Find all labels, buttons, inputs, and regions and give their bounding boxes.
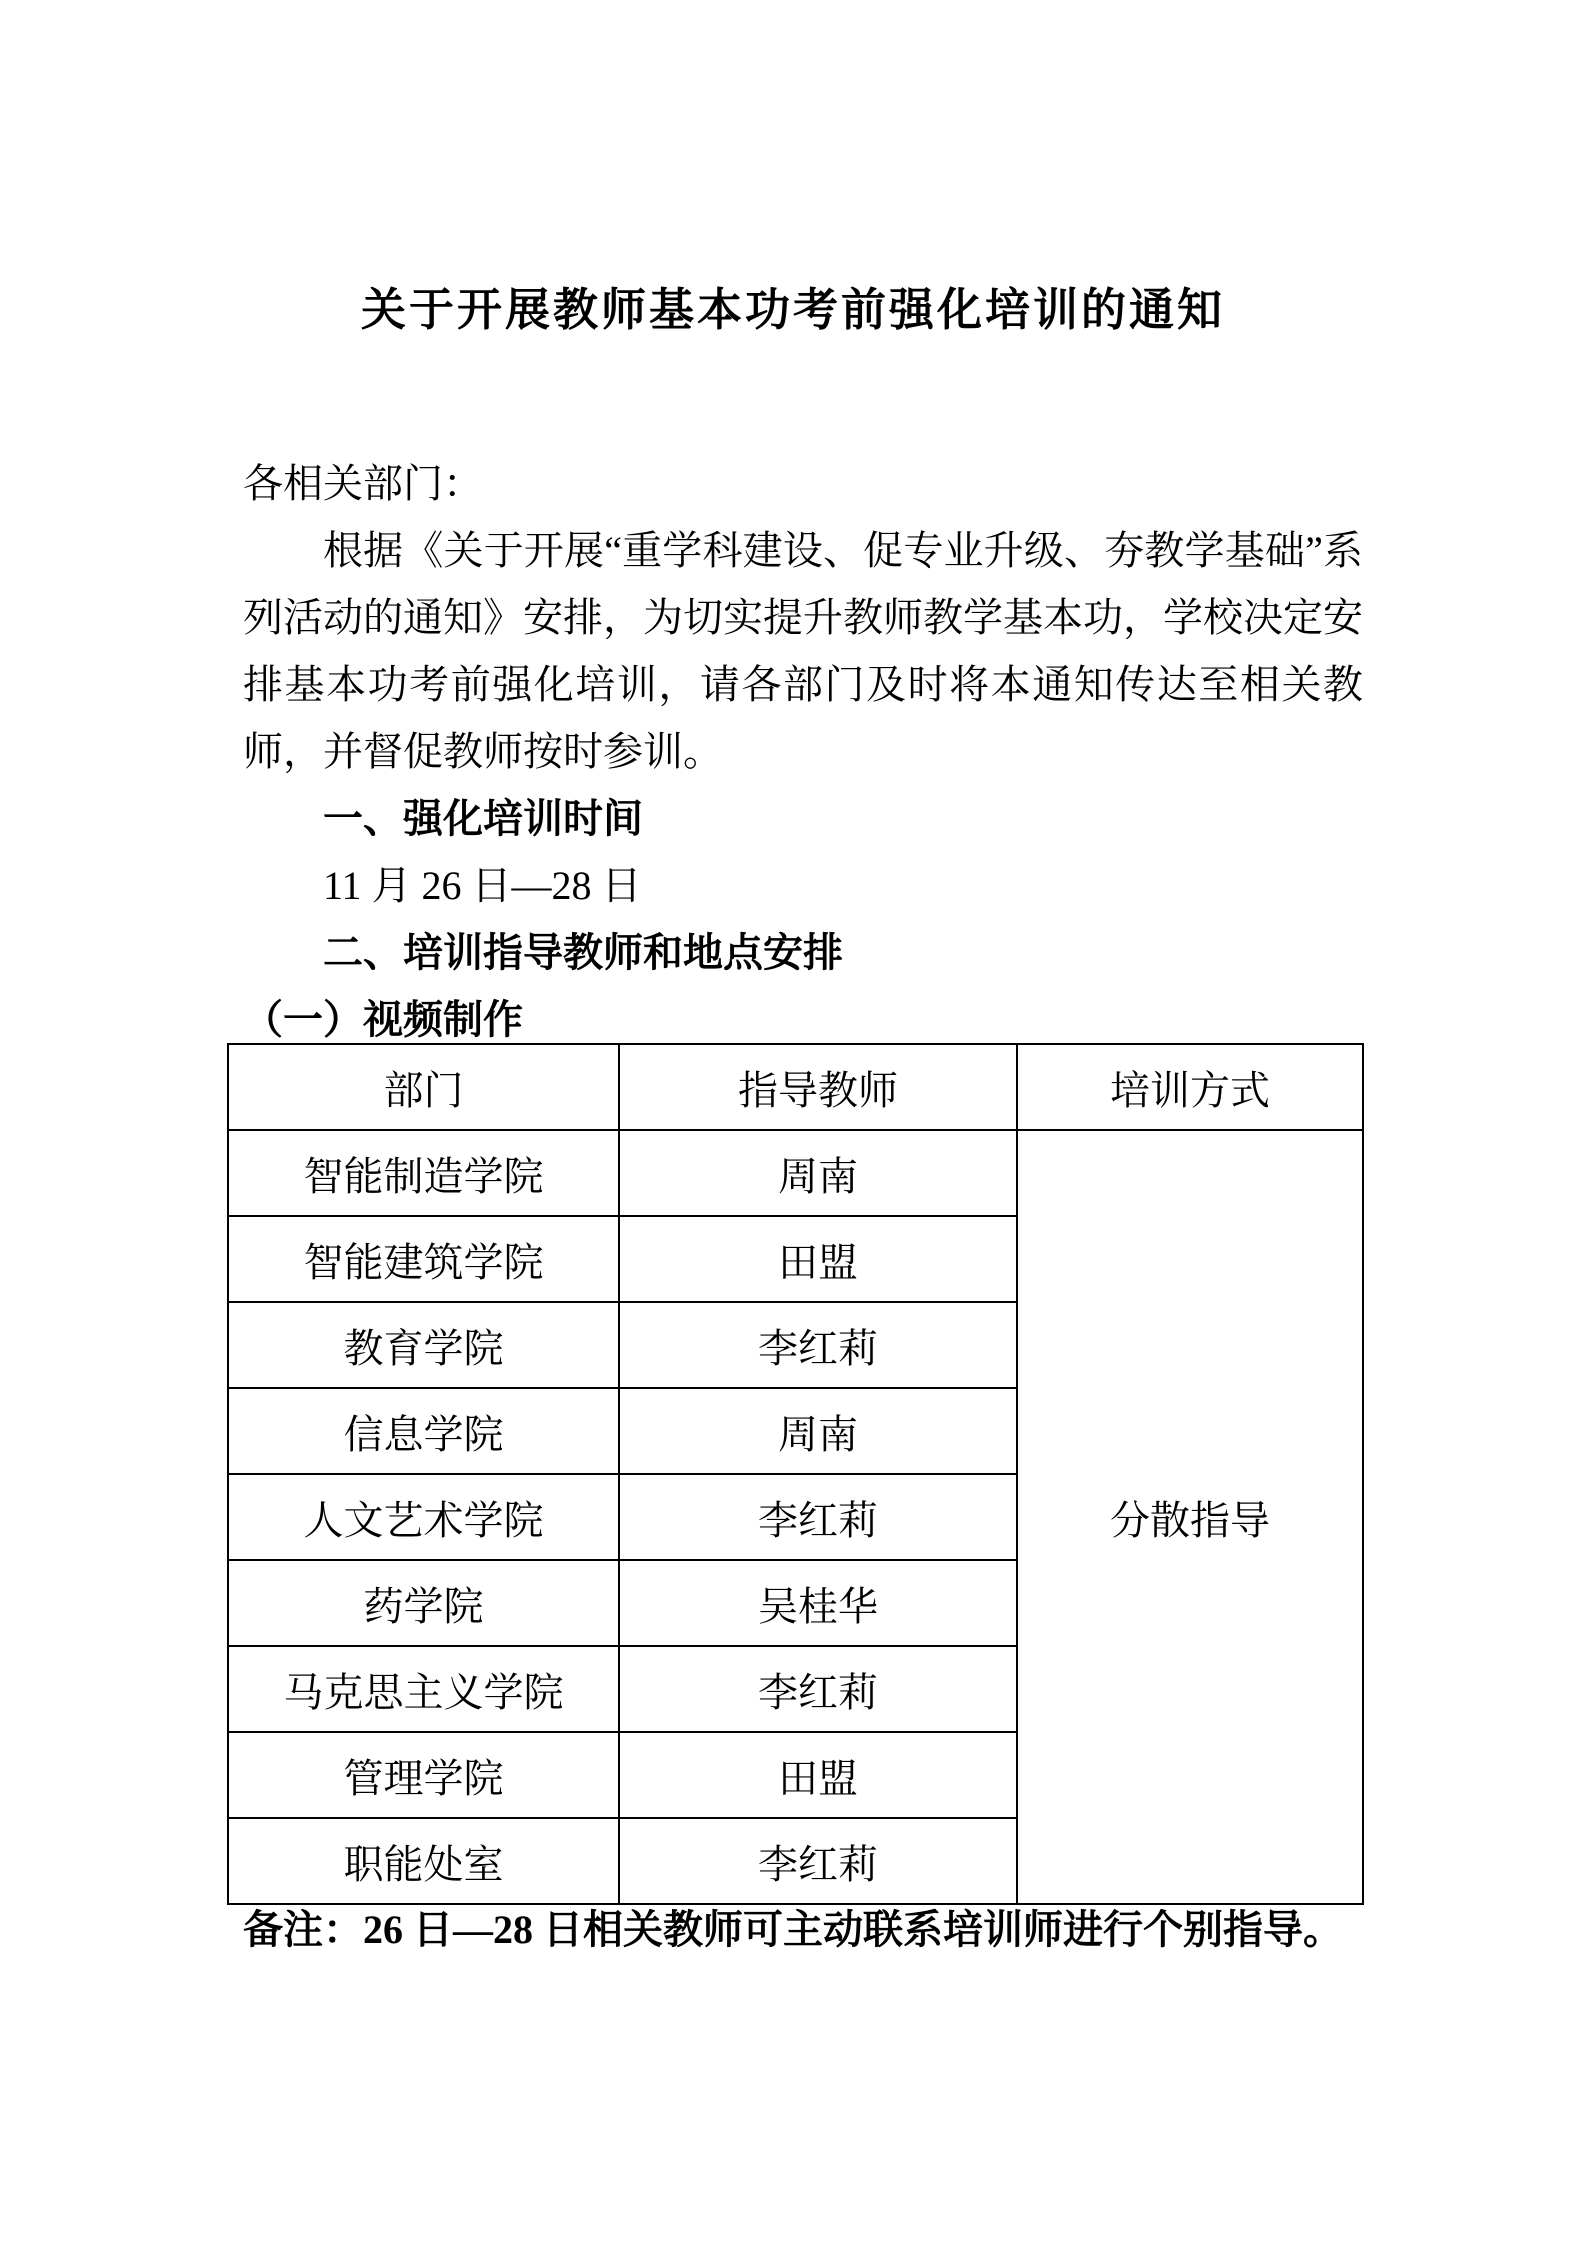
salutation-line: 各相关部门： — [243, 461, 483, 506]
teacher-cell: 吴桂华 — [619, 1560, 1017, 1646]
department-cell: 信息学院 — [228, 1388, 619, 1474]
teacher-cell: 周南 — [619, 1388, 1017, 1474]
department-cell: 职能处室 — [228, 1818, 619, 1904]
note-line: 备注：26 日—28 日相关教师可主动联系培训师进行个别指导。 — [243, 1907, 1343, 1952]
header-department: 部门 — [228, 1044, 619, 1130]
department-cell: 马克思主义学院 — [228, 1646, 619, 1732]
subsection-heading-video-production: （一）视频制作 — [243, 997, 523, 1042]
header-teacher: 指导教师 — [619, 1044, 1017, 1130]
teacher-cell: 田盟 — [619, 1216, 1017, 1302]
document-body — [243, 450, 1363, 1053]
training-time-range: 11 月 26 日—28 日 — [323, 863, 642, 908]
training-method-merged-cell: 分散指导 — [1017, 1130, 1363, 1904]
section-one-heading: 一、强化培训时间 — [323, 796, 643, 841]
table-header-row — [228, 1044, 1363, 1130]
teacher-cell: 李红莉 — [619, 1302, 1017, 1388]
teacher-cell: 李红莉 — [619, 1646, 1017, 1732]
department-cell: 人文艺术学院 — [228, 1474, 619, 1560]
teacher-cell: 周南 — [619, 1130, 1017, 1216]
section-two-heading: 二、培训指导教师和地点安排 — [323, 930, 843, 975]
department-cell: 管理学院 — [228, 1732, 619, 1818]
department-cell: 教育学院 — [228, 1302, 619, 1388]
teacher-cell: 李红莉 — [619, 1818, 1017, 1904]
training-schedule-table — [227, 1043, 1364, 1905]
department-cell: 药学院 — [228, 1560, 619, 1646]
department-cell: 智能制造学院 — [228, 1130, 619, 1216]
department-cell: 智能建筑学院 — [228, 1216, 619, 1302]
header-training-method: 培训方式 — [1017, 1044, 1363, 1130]
table-row — [228, 1130, 1363, 1216]
intro-paragraph: 根据《关于开展“重学科建设、促专业升级、夯教学基础”系列活动的通知》安排，为切实提升教师教学基本功，学校决定安排基本功考前强化培训，请各部门及时将本通知传达至相关教师，并督促教师按时参训。 — [243, 528, 1363, 774]
teacher-cell: 李红莉 — [619, 1474, 1017, 1560]
document-title: 关于开展教师基本功考前强化培训的通知 — [360, 284, 1225, 335]
teacher-cell: 田盟 — [619, 1732, 1017, 1818]
